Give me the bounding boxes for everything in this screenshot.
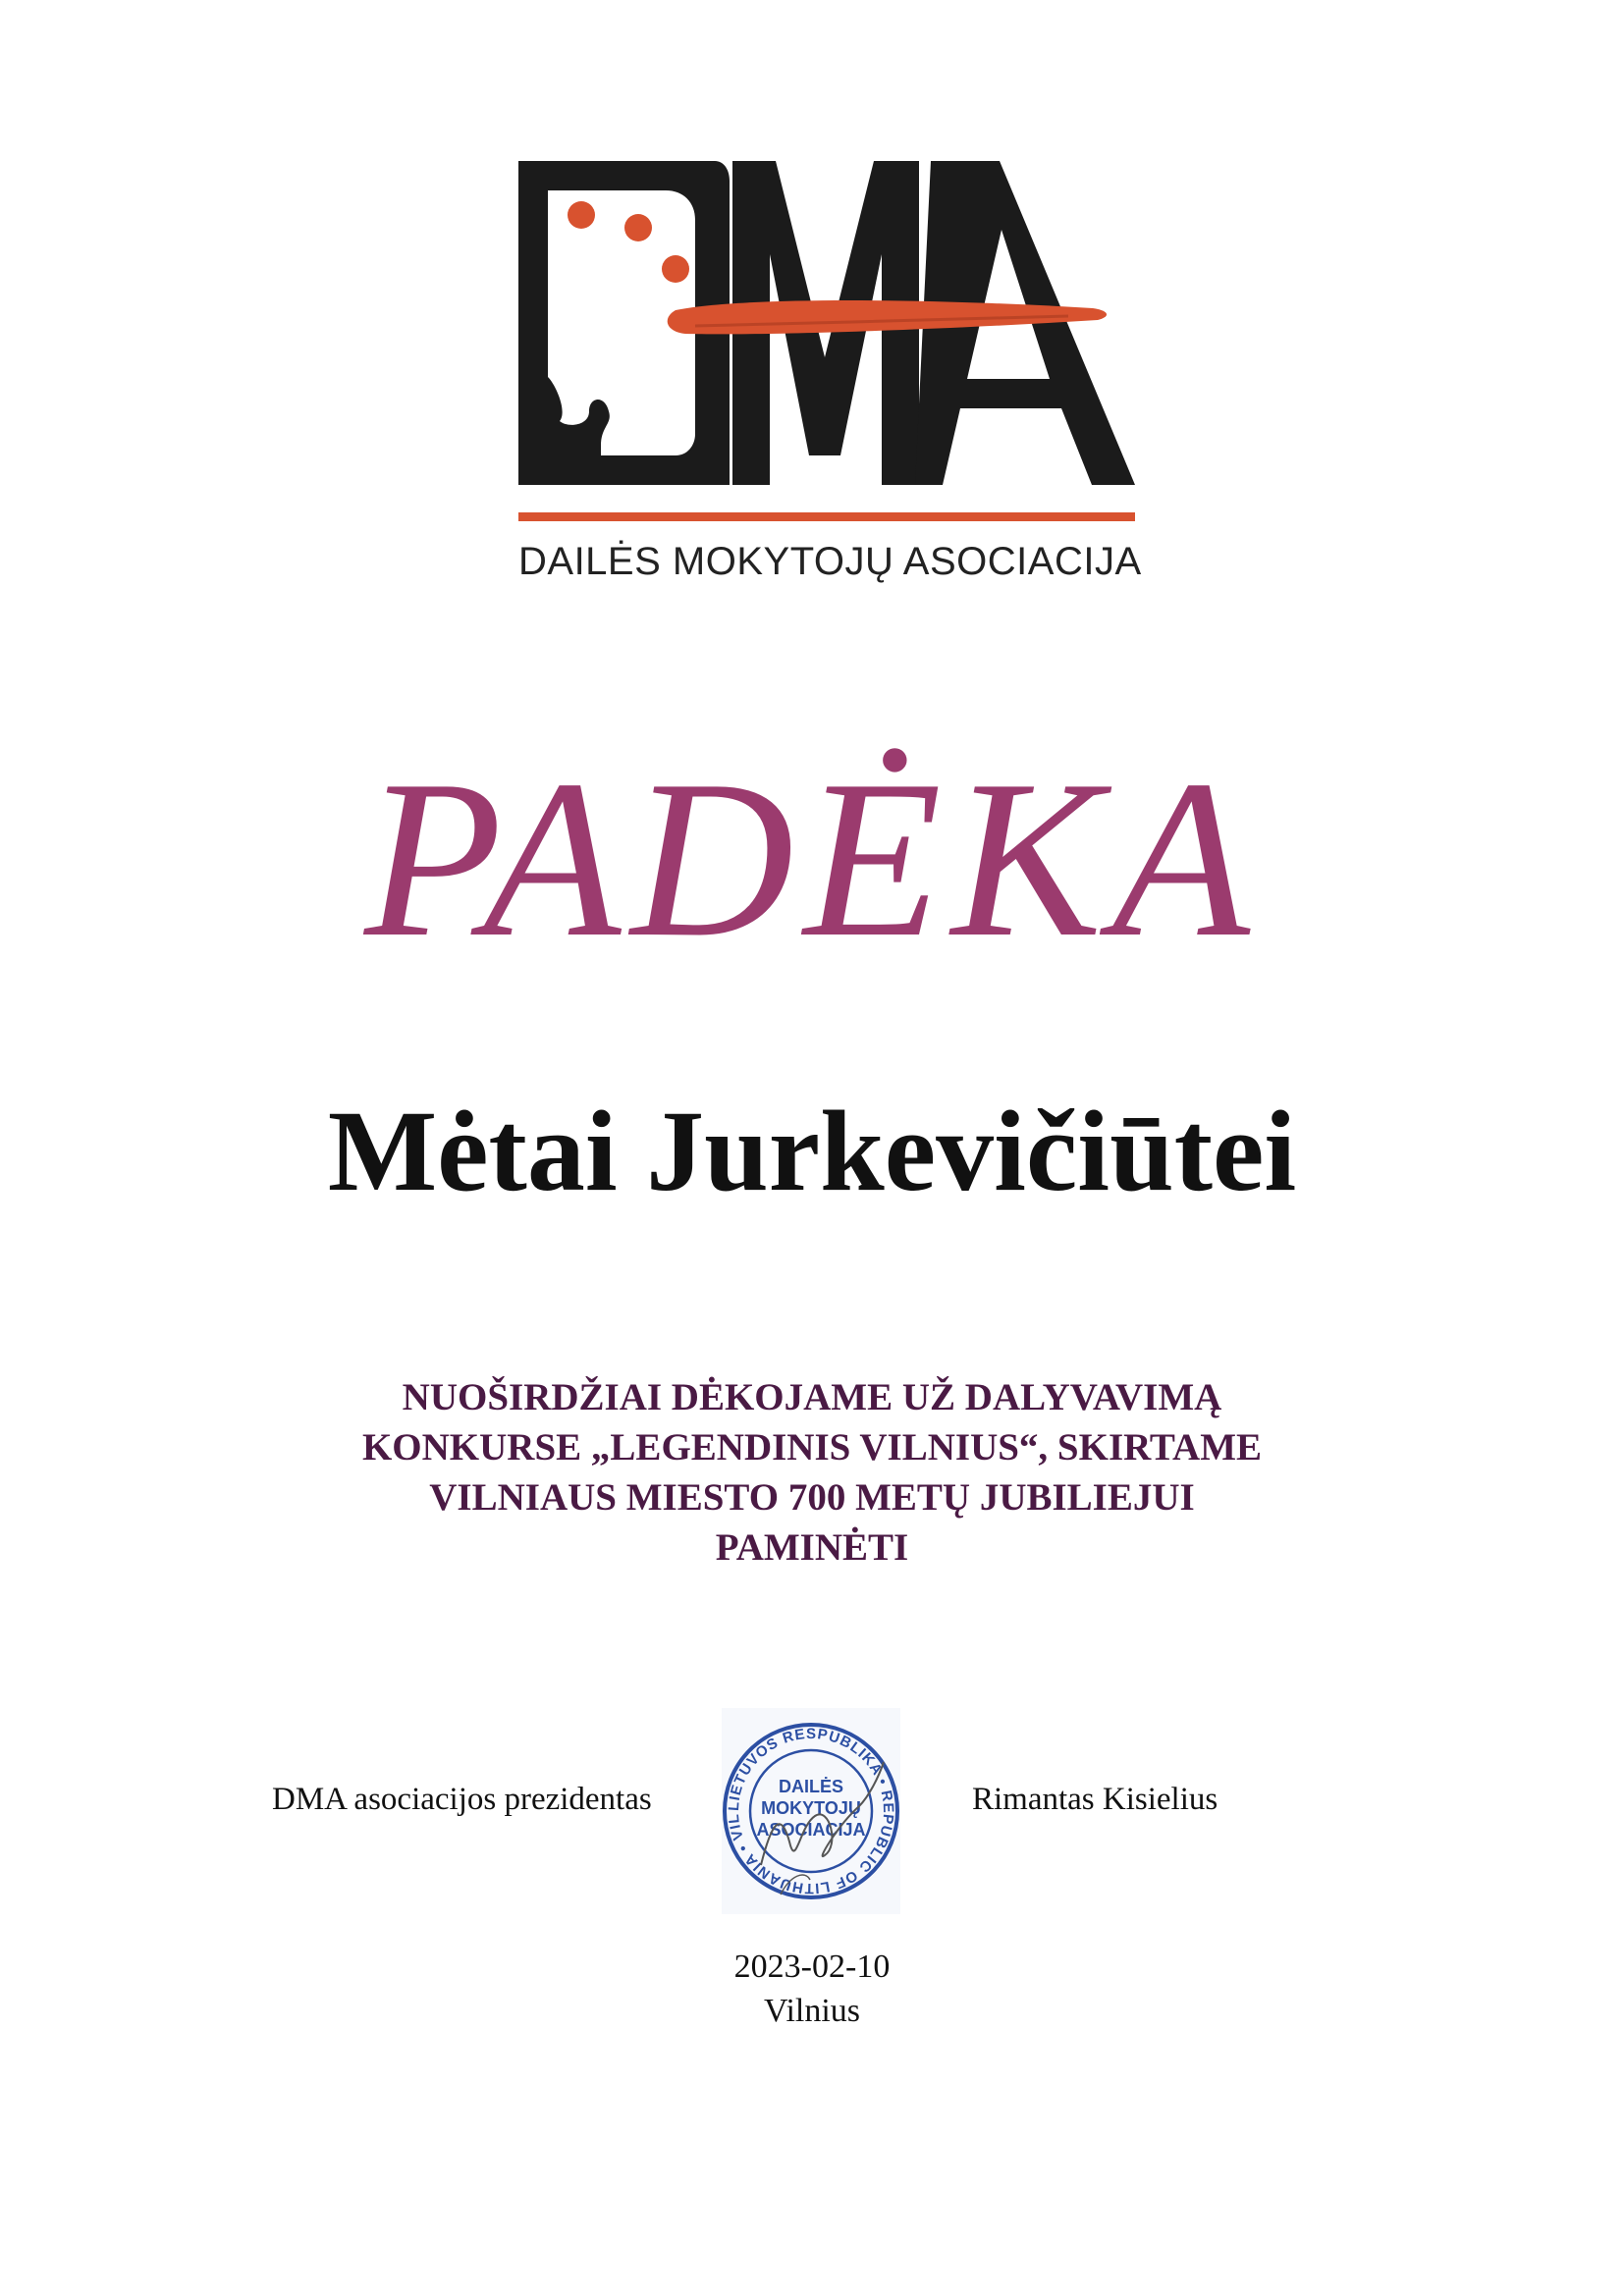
svg-text:MOKYTOJŲ: MOKYTOJŲ [761,1798,861,1818]
logo-dot [568,201,595,229]
message-line: PAMINĖTI [715,1526,909,1569]
certificate-message [272,1372,1352,1573]
certificate-title: PADĖKA [364,733,1260,984]
recipient-name: Mėtai Jurkevičiūtei [327,1087,1297,1215]
issue-date: 2023-02-10 [733,1949,891,1985]
message-line: KONKURSE „LEGENDINIS VILNIUS“, SKIRTAME [361,1426,1263,1468]
signatory-role: DMA asociacijos prezidentas [272,1782,652,1817]
signatory-name: Rimantas Kisielius [972,1782,1218,1817]
logo-underline [518,512,1135,521]
stamp-icon [722,1708,900,1914]
official-stamp [722,1708,900,1914]
dma-logo [518,161,1142,593]
logo-dot [662,255,689,283]
svg-text:LIETUVOS RESPUBLIKA • REPUBLIC: LIETUVOS RESPUBLIKA • REPUBLIC OF LITHUANIA • VIL [725,1725,897,1897]
dma-logo-mark [518,161,1137,534]
svg-text:DAILĖS: DAILĖS [778,1777,844,1796]
issue-place: Vilnius [763,1993,861,2029]
logo-caption: DAILĖS MOKYTOJŲ ASOCIACIJA [518,540,1142,583]
message-line: NUOŠIRDŽIAI DĖKOJAME UŽ DALYVAVIMĄ [402,1376,1222,1418]
message-line: VILNIAUS MIESTO 700 METŲ JUBILIEJUI [429,1476,1195,1519]
logo-dot [624,214,652,241]
svg-text:ASOCIACIJA: ASOCIACIJA [756,1820,866,1840]
